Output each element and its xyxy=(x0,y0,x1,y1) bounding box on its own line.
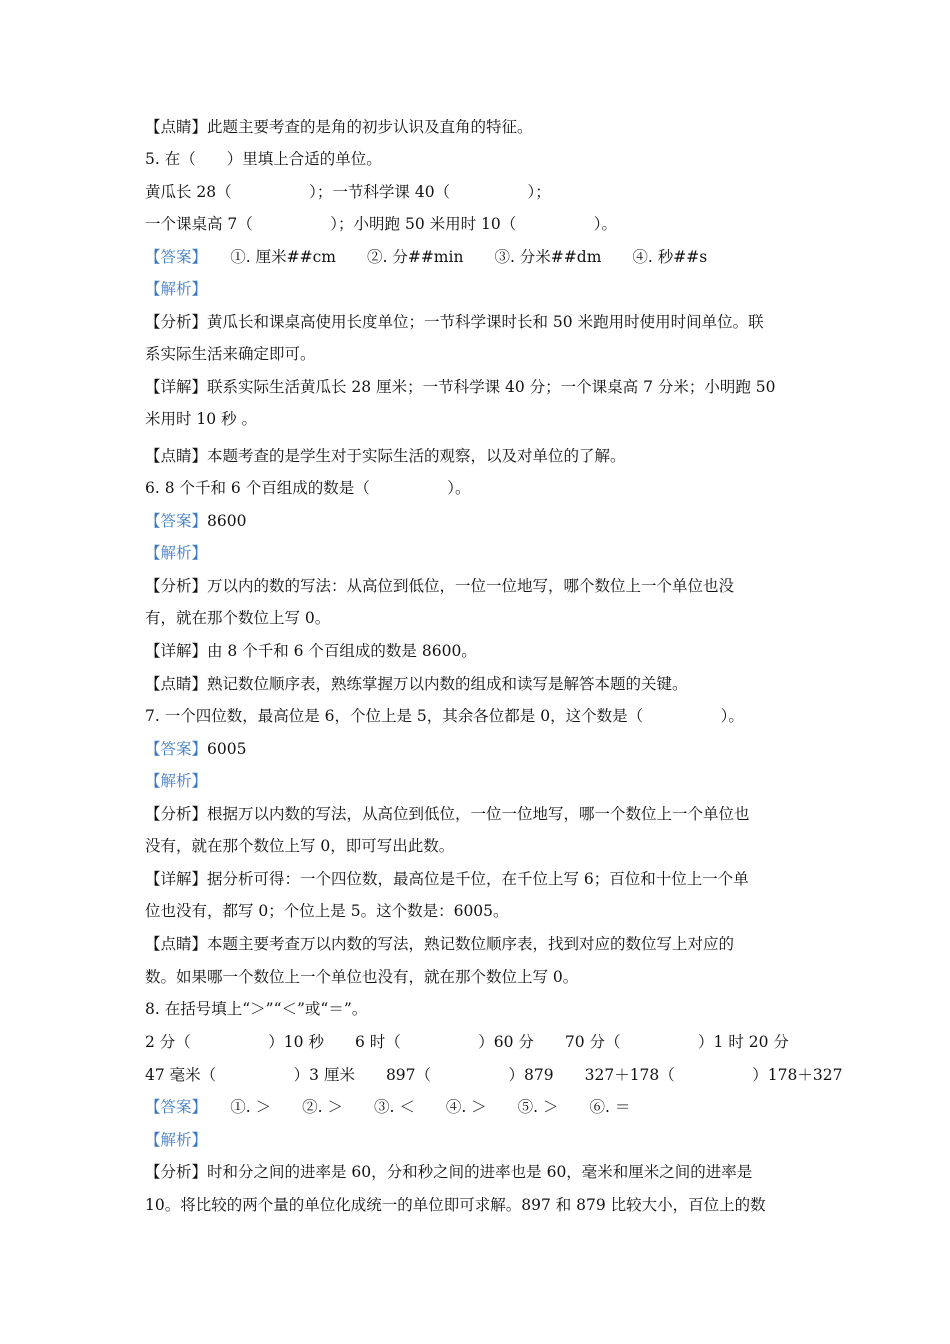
analysis-line xyxy=(145,543,207,563)
text-line: 10。将比较的两个量的单位化成统一的单位即可求解。897 和 879 比较大小，百位上的数 xyxy=(145,1196,766,1214)
text-line: 有，就在那个数位上写 0。 xyxy=(145,609,331,627)
answer-text: 6005 xyxy=(207,740,247,758)
text-line: 【分析】万以内的数的写法：从高位到低位，一位一位地写，哪个数位上一个单位也没 xyxy=(145,577,735,595)
text-line: 【点睛】熟记数位顺序表，熟练掌握万以内数的组成和读写是解答本题的关键。 xyxy=(145,675,688,693)
answer-line xyxy=(145,511,246,531)
analysis-tag: 【解析】 xyxy=(145,544,208,562)
text-line: 【详解】由 8 个千和 6 个百组成的数是 8600。 xyxy=(145,642,477,660)
answer-text: ①. 厘米##cm ②. 分##min ③. 分米##dm ④. 秒##s xyxy=(199,248,708,266)
text-line: 一个课桌高 7（ ）；小明跑 50 米用时 10（ ）。 xyxy=(145,215,618,233)
text-line: 【分析】根据万以内数的写法，从高位到低位，一位一位地写，哪一个数位上一个单位也 xyxy=(145,805,750,823)
text-line: 47 毫米（ ）3 厘米 897（ ）879 327＋178（ ）178＋327 xyxy=(145,1066,843,1084)
analysis-line xyxy=(145,279,207,299)
answer-tag: 【答案】 xyxy=(145,1098,200,1116)
analysis-tag: 【解析】 xyxy=(145,772,208,790)
text-line: 黄瓜长 28（ ）；一节科学课 40（ ）； xyxy=(145,183,551,201)
analysis-line xyxy=(145,771,207,791)
answer-line xyxy=(145,739,246,759)
text-line: 【分析】时和分之间的进率是 60，分和秒之间的进率也是 60，毫米和厘米之间的进率是 xyxy=(145,1163,753,1181)
text-line: 位也没有，都写 0；个位上是 5。这个数是：6005。 xyxy=(145,902,509,920)
text-line: 2 分（ ）10 秒 6 时（ ）60 分 70 分（ ）1 时 20 分 xyxy=(145,1033,789,1051)
text-line: 【详解】联系实际生活黄瓜长 28 厘米；一节科学课 40 分；一个课桌高 7 分米；小明跑 50 xyxy=(145,378,776,396)
answer-text: 8600 xyxy=(207,512,247,530)
question-6: 6. 8 个千和 6 个百组成的数是（ ）。 xyxy=(145,479,471,497)
text-line: 【点睛】此题主要考查的是角的初步认识及直角的特征。 xyxy=(145,118,533,136)
question-5: 5. 在（ ）里填上合适的单位。 xyxy=(145,150,382,168)
text-line: 系实际生活来确定即可。 xyxy=(145,345,316,363)
text-line: 没有，就在那个数位上写 0，即可写出此数。 xyxy=(145,837,455,855)
answer-tag: 【答案】 xyxy=(145,248,200,266)
text-line: 【点睛】本题考查的是学生对于实际生活的观察，以及对单位的了解。 xyxy=(145,447,626,465)
answer-tag: 【答案】 xyxy=(145,740,208,758)
answer-line xyxy=(145,247,707,267)
analysis-tag: 【解析】 xyxy=(145,280,208,298)
text-line: 【详解】据分析可得：一个四位数，最高位是千位，在千位上写 6；百位和十位上一个单 xyxy=(145,870,749,888)
answer-text: ①. ＞ ②. ＞ ③. ＜ ④. ＞ ⑤. ＞ ⑥. ＝ xyxy=(199,1098,631,1116)
question-7: 7. 一个四位数，最高位是 6，个位上是 5，其余各位都是 0，这个数是（ ）。 xyxy=(145,707,744,725)
text-line: 【分析】黄瓜长和课桌高使用长度单位；一节科学课时长和 50 米跑用时使用时间单位。联 xyxy=(145,313,764,331)
question-8: 8. 在括号填上“＞”“＜”或“＝”。 xyxy=(145,1000,368,1018)
answer-tag: 【答案】 xyxy=(145,512,208,530)
text-line: 【点睛】本题主要考查万以内数的写法，熟记数位顺序表，找到对应的数位写上对应的 xyxy=(145,935,735,953)
analysis-tag: 【解析】 xyxy=(145,1131,208,1149)
text-line: 米用时 10 秒 。 xyxy=(145,410,258,428)
answer-line xyxy=(145,1097,630,1117)
analysis-line xyxy=(145,1130,207,1150)
text-line: 数。如果哪一个数位上一个单位也没有，就在那个数位上写 0。 xyxy=(145,968,579,986)
